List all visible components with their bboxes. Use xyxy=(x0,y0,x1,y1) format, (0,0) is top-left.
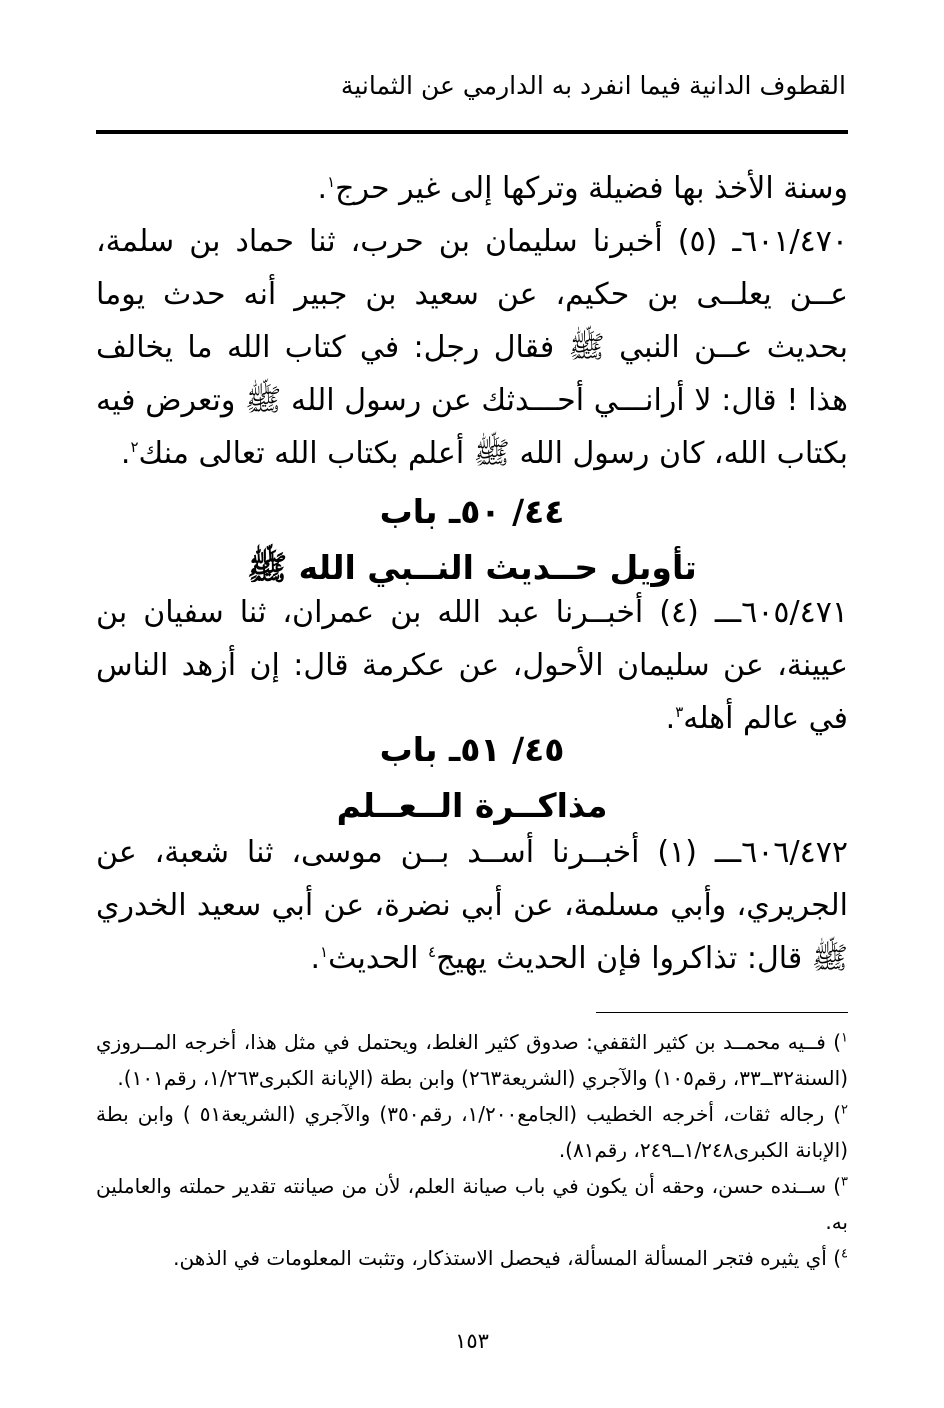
chapter-number: ٤٥/ ٥١ـ باب xyxy=(379,730,565,769)
running-head: القطوف الدانية فيما انفرد به الدارمي عن الثمانية xyxy=(340,71,846,100)
footnote-text: فــيه محمــد بن كثير الثقفي: صدوق كثير الغلط، ويحتمل في مثل هذا، أخرجه المــروزي (السنة٣٢ــ٣٣، رقم١٠٥) والآجري (الشريعة٢٦٣) وابن بطة (الإبانة الكبرى١/٢٦٣، رقم١٠١). xyxy=(96,1030,848,1090)
chapter-heading-45 xyxy=(96,722,848,834)
paragraph-continuation xyxy=(96,162,848,215)
footnote-ref: ٤ xyxy=(428,943,437,961)
chapter-heading-44 xyxy=(96,484,848,596)
period: . xyxy=(317,171,328,206)
footnote-rule xyxy=(596,1012,848,1013)
footnote-number: ٢ xyxy=(841,1102,849,1118)
footnote-ref: ١ xyxy=(327,173,336,191)
hadith-470 xyxy=(96,215,848,480)
period: . xyxy=(120,436,131,471)
hadith-text: ٦٠١/٤٧٠ـ (٥) أخبرنا سليمان بن حرب، ثنا حماد بن سلمة، عــن يعلــى بن حكيم، عن سعيد بن جبير أنه حدث يوما بحديث عــن النبي ﷺ فقال رجل: في كتاب الله ما يخالف هذا ! قال: لا أرانـــي أحـــدثك عن رسول الله ﷺ وتعرض فيه بكتاب الله، كان رسول الله ﷺ أعلم بكتاب الله تعالى منك xyxy=(96,224,848,471)
chapter-title: مذاكــرة الــعــلم xyxy=(336,786,608,825)
footnote: $^١$) فــيه محمــد بن كثير الثقفي: صدوق كثير الغلط، ويحتمل في مثل هذا، أخرجه المــروزي (السنة٣٢ــ٣٣، رقم١٠٥) والآجري (الشريعة٢٦٣) وابن بطة (الإبانة الكبرى١/٢٦٣، رقم١٠١). xyxy=(96,1030,848,1090)
footnote: $^٣$) ســنده حسن، وحقه أن يكون في باب صيانة العلم، لأن من صيانته تقدير حملته والعاملين به. xyxy=(96,1174,848,1234)
hadith-472 xyxy=(96,826,848,985)
footnote-ref: ١ xyxy=(320,943,329,961)
hadith-text: ٦٠٥/٤٧١ـــ (٤) أخبــرنا عبد الله بن عمران، ثنا سفيان بن عيينة، عن سليمان الأحول، عن عكرمة قال: إن أزهد الناس في عالم أهله xyxy=(96,595,848,736)
footnote-text: رجاله ثقات، أخرجه الخطيب (الجامع١/٢٠٠، رقم٣٥٠) والآجري (الشريعة٥١ ) وابن بطة (الإبانة الكبرى١/٢٤٨ــ٢٤٩، رقم٨١). xyxy=(96,1102,848,1162)
paragraph-text: وسنة الأخذ بها فضيلة وتركها إلى غير حرج xyxy=(335,171,848,206)
page-number: ١٥٣ xyxy=(455,1329,489,1353)
footnote-ref: ٣ xyxy=(675,703,684,721)
main-text xyxy=(96,162,848,480)
period: . xyxy=(310,941,321,976)
hadith-472-block xyxy=(96,826,848,985)
chapter-number: ٤٤/ ٥٠ـ باب xyxy=(379,492,565,531)
footnote-number: ١ xyxy=(841,1030,848,1046)
footnote-text: أي يثيره فتجر المسألة المسألة، فيحصل الاستذكار، وتثبت المعلومات في الذهن. xyxy=(173,1246,827,1270)
header-rule xyxy=(96,130,848,134)
hadith-text: الحديث xyxy=(328,941,429,976)
footnote: $^٤$) أي يثيره فتجر المسألة المسألة، فيحصل الاستذكار، وتثبت المعلومات في الذهن. xyxy=(173,1246,848,1270)
hadith-text: ٦٠٦/٤٧٢ـــ (١) أخبــرنا أســد بــن موسى، ثنا شعبة، عن الجريري، وأبي مسلمة، عن أبي نضرة، عن أبي سعيد الخدري ﷺ قال: تذاكروا فإن الحديث يهيج xyxy=(96,835,848,976)
chapter-title: تأويل حــديث النــبي الله ﷺ xyxy=(247,548,697,587)
footnote-number: ٣ xyxy=(841,1174,848,1190)
footnote: $^٢$) رجاله ثقات، أخرجه الخطيب (الجامع١/٢٠٠، رقم٣٥٠) والآجري (الشريعة٥١ ) وابن بطة (الإبانة الكبرى١/٢٤٨ــ٢٤٩، رقم٨١). xyxy=(96,1102,849,1162)
footnote-ref: ٢ xyxy=(130,438,139,456)
period: . xyxy=(665,701,676,736)
footnote-number: ٤ xyxy=(841,1246,848,1262)
footnotes xyxy=(96,1024,848,1276)
footnote-text: ســنده حسن، وحقه أن يكون في باب صيانة العلم، لأن من صيانته تقدير حملته والعاملين به. xyxy=(96,1174,848,1234)
